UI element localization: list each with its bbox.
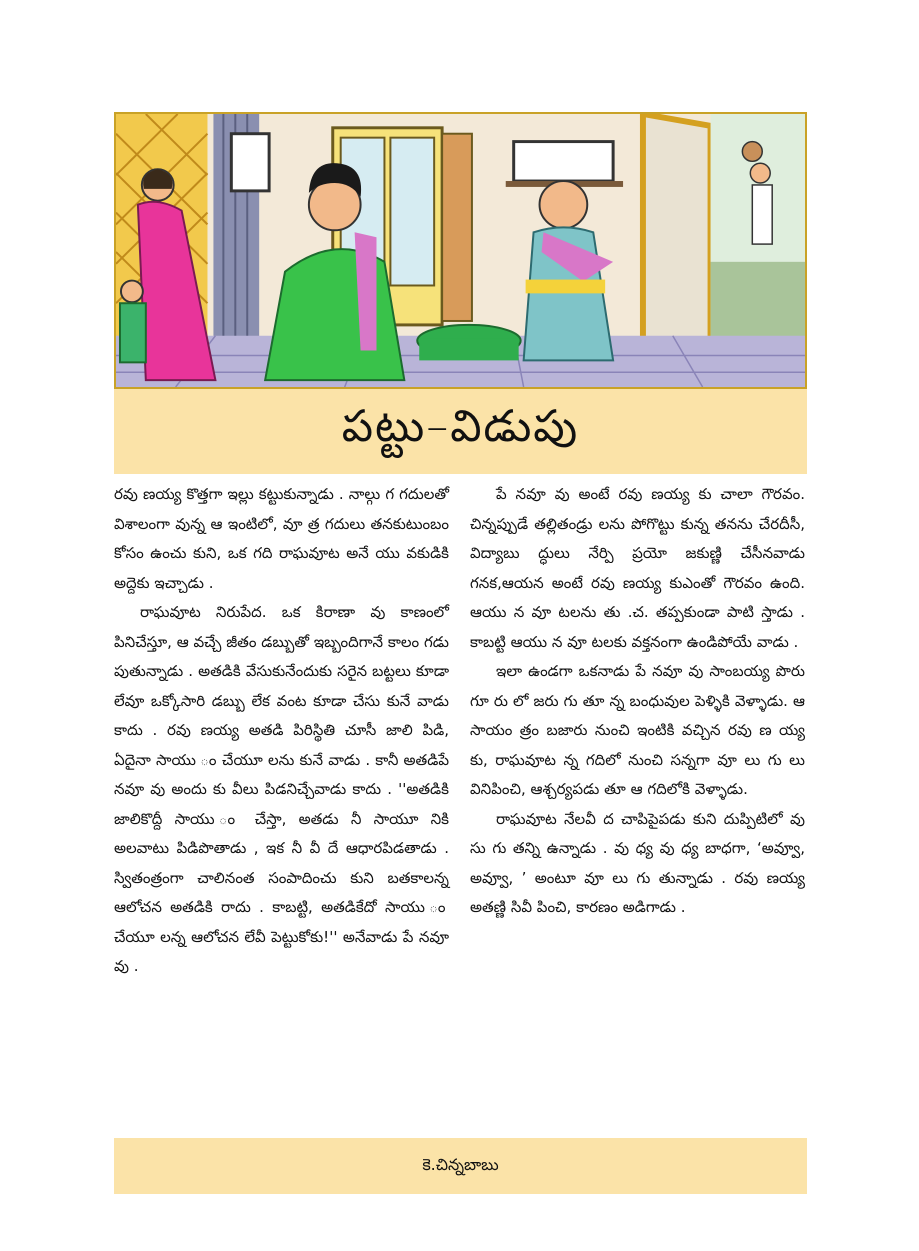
title-band	[114, 389, 807, 474]
paragraph-4: ఇలా ఉండగా ఒకనాడు పే నవూ వు సాంబయ్య పొరు గూ రు లో జరు గు తూ న్న బంధువుల పెళ్ళికి వెళ్ళాడు. ఆ సాయం త్రం బజారు నుంచి ఇంటికి వచ్చిన రవు ణ య్య కు, రాఘవూట న్న గదిలో నుంచి సన్నగా వూ లు గు లు వినిపించి, ఆశ్చర్యపడు తూ ఆ గదిలోకి వెళ్ళాడు.	[470, 662, 805, 798]
child-figure	[120, 281, 146, 363]
paragraph-2: రాఘవూట నిరుపేద. ఒక కిరాణా వు కాణంలో పినిచేస్తూ, ఆ వచ్చే జీతం డబ్బుతో ఇబ్బందిగానే కాలం గడు పుతున్నాడు . అతడికి వేసుకునేందుకు సరైన బట్టలు కూడా లేవూ ఒక్కోసారి డబ్బు లేక వంట కూడా చేసు కునే వాడు కాదు . రవు ణయ్య అతడి పిరిస్థితి చూసీ జాలి పిడి, ఏదైనా సాయు ం చేయూ లను కునే వాడు . కానీ అతడిపే నవూ వు అందు కు వీలు పిడనిచ్చేవాడు కాదు . ''అతడికి జాలికొద్దీ సాయు ం చేస్తా, అతడు నీ సాయూ నికి అలవాటు పిడిపొతాడు , ఇక నీ వీ దే ఆధారపిడతాడు . స్వితంత్రంగా చాలినంత సంపాదించు కుని బతకాలన్న ఆలోచన అతడికి రాదు . కాబట్టి, అతడికేదో సాయు ం చేయూ లన్న ఆలోచన లేవీ పెట్టుకోకు!'' అనేవాడు పే నవూ వు .	[114, 603, 449, 975]
paragraph-3: పే నవూ వు అంటే రవు ణయ్య కు చాలా గౌరవం. చిన్నప్పుడే తల్లితండ్రు లను పోగొట్టు కున్న తనను చేరదీసీ, విద్యాబు ద్ధులు నేర్పి ప్రయో జకుణ్ణి చేసీనవాడు గనక,ఆయన అంటే రవు ణయ్య కుఎంతో గౌరవం ఉంది. ఆయు న వూ టలను తు .చ. తప్పకుండా పాటి స్తాడు . కాబట్టి ఆయు న వూ టలకు వక్తనంగా ఉండిపోయే వాడు .	[470, 485, 805, 651]
picture-frame-row	[514, 142, 613, 181]
right-column	[470, 480, 805, 923]
author-name: కె.చిన్నబాబు	[422, 1154, 499, 1174]
picture-frame	[231, 134, 269, 191]
story-illustration	[114, 112, 807, 389]
open-door	[643, 114, 711, 355]
author-band	[114, 1138, 807, 1194]
paragraph-5: రాఘవూట నేలవీ ద చాపిపైపడు కుని దుప్పిటిలో వు సు గు తన్ని ఉన్నాడు . వు ధ్య వు ధ్య బాధగా, ‘అవ్వూ, అవ్వూ, ’ అంటూ వూ లు గు తున్నాడు . రవు ణయ్య అతణ్ణి సివీ పించి, కారణం అడిగాడు .	[470, 809, 805, 916]
story-title: పట్టు–విడుపు	[341, 400, 580, 452]
left-column	[114, 480, 449, 982]
illustration-scene	[116, 114, 805, 387]
paragraph-1: రవు ణయ్య కొత్తగా ఇల్లు కట్టుకున్నాడు . నాల్గు గ గదులతో విశాలంగా వున్న ఆ ఇంటిలో, వూ త్ర గదులు తనకుటుంబం కోసం ఉంచు కుని, ఒక గది రాఘవూట అనే యు వకుడికి అద్దెకు ఇచ్చాడు .	[114, 485, 449, 592]
